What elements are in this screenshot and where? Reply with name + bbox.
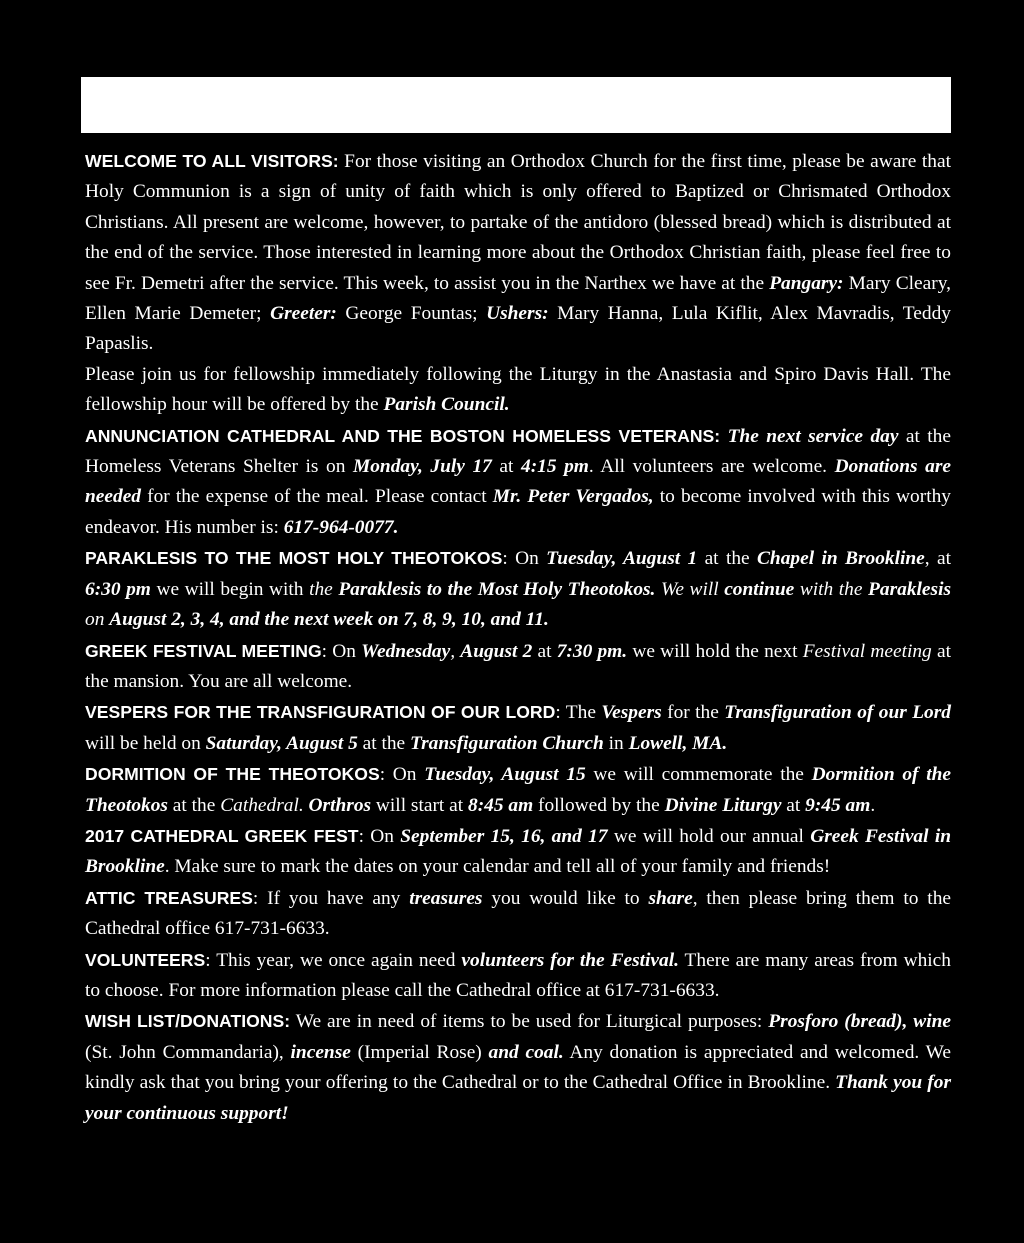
italic-text: Festival meeting xyxy=(802,640,932,662)
body-text: . All volunteers are welcome. xyxy=(588,456,835,478)
emphasis-text: incense xyxy=(290,1041,351,1063)
body-text: : This year, we once again need xyxy=(205,949,462,971)
emphasis-text: 7:30 pm. xyxy=(556,640,628,662)
announcement-heading: GREEK FESTIVAL MEETING xyxy=(85,640,322,661)
body-text: (St. John Commandaria), xyxy=(85,1041,291,1063)
announcement-heading: WELCOME TO ALL VISITORS: xyxy=(85,151,339,171)
body-text: in xyxy=(603,732,629,754)
emphasis-text: share xyxy=(648,887,693,909)
italic-text: the xyxy=(309,578,339,600)
emphasis-text: 9:45 am xyxy=(805,794,871,816)
body-text: Please join us for fellowship immediately following the Liturgy in the Anastasia and Spiro Davis Hall. The fellowship hour will be offered by the xyxy=(85,363,951,416)
body-text: , then please bring them to the Cathedral office 617-731-6633. xyxy=(85,887,951,940)
italic-text: with the xyxy=(794,578,869,600)
announcement-heading: VOLUNTEERS xyxy=(85,949,206,970)
body-text: at the Homeless Veterans Shelter is on xyxy=(85,425,951,478)
emphasis-text: Paraklesis xyxy=(868,578,951,600)
announcement-vespers xyxy=(85,697,951,759)
emphasis-text: Paraklesis to the Most Holy Theotokos. xyxy=(338,578,656,600)
announcement-heading: WISH LIST/DONATIONS: xyxy=(85,1011,291,1032)
emphasis-text: September 15, 16, and 17 xyxy=(400,825,608,847)
body-text: to become involved with this worthy endeavor. His number is: xyxy=(85,486,951,538)
body-text: for the xyxy=(661,702,725,724)
body-text: we will hold our annual xyxy=(607,825,811,847)
emphasis-text: The next service day xyxy=(727,425,899,447)
announcement-fellowship xyxy=(85,360,951,421)
emphasis-text: August 2, 3, 4, and the next week on 7, 8, 9, 10, and 11. xyxy=(109,609,549,631)
body-text: at xyxy=(491,456,521,478)
body-text: . Make sure to mark the dates on your calendar and tell all of your family and friends! xyxy=(164,856,831,878)
emphasis-text: Ushers: xyxy=(486,303,549,325)
emphasis-text: Greek Festival in Brookline xyxy=(85,825,951,878)
announcement-heading: ATTIC TREASURES xyxy=(85,887,253,908)
emphasis-text: Tuesday, August 1 xyxy=(546,548,698,570)
announcement-heading: PARAKLESIS TO THE MOST HOLY THEOTOKOS xyxy=(85,548,503,569)
emphasis-text: Tuesday, August 15 xyxy=(424,764,586,786)
emphasis-text: Dormition of the Theotokos xyxy=(85,764,951,816)
emphasis-text: Thank you for your continuous support! xyxy=(85,1072,951,1124)
announcement-festival-meeting xyxy=(85,636,951,698)
body-text: Mary Hanna, Lula Kiflit, Alex Mavradis, Teddy Papaslis. xyxy=(85,303,951,355)
body-text: (Imperial Rose) xyxy=(350,1041,489,1063)
body-text xyxy=(720,426,727,447)
body-text: , at xyxy=(924,548,951,570)
emphasis-text: Saturday, August 5 xyxy=(205,732,358,754)
body-text: at the xyxy=(167,794,221,816)
emphasis-text: Parish Council. xyxy=(383,394,510,416)
emphasis-text: Vespers xyxy=(601,702,662,724)
announcements xyxy=(85,146,951,1129)
italic-text: , xyxy=(450,640,461,662)
announcement-homeless-veterans xyxy=(85,421,951,544)
body-text: we will commemorate the xyxy=(585,764,812,786)
announcement-heading: VESPERS FOR THE TRANSFIGURATION OF OUR LORD xyxy=(85,702,556,723)
body-text: Mary Cleary, Ellen Marie Demeter; xyxy=(85,272,951,325)
body-text: you would like to xyxy=(482,887,649,909)
body-text: followed by the xyxy=(533,794,665,816)
announcement-heading: 2017 CATHEDRAL GREEK FEST xyxy=(85,825,359,846)
emphasis-text: Mr. Peter Vergados, xyxy=(492,486,654,508)
emphasis-text: 4:15 pm xyxy=(521,456,589,478)
emphasis-text: 617-964-0077. xyxy=(283,516,399,538)
emphasis-text: August 2 xyxy=(460,640,533,662)
emphasis-text: continue xyxy=(724,578,795,600)
body-text: : The xyxy=(555,702,602,724)
announcement-welcome xyxy=(85,146,951,360)
body-text: We are in need of items to be used for Liturgical purposes: xyxy=(290,1011,769,1033)
body-text: : On xyxy=(502,548,547,570)
body-text: . xyxy=(870,794,876,816)
emphasis-text: Lowell, MA. xyxy=(628,732,728,754)
body-text: : On xyxy=(358,825,401,847)
announcement-greek-fest xyxy=(85,821,951,883)
italic-text: on xyxy=(85,609,110,631)
emphasis-text: and coal. xyxy=(488,1041,564,1063)
emphasis-text: treasures xyxy=(409,887,483,909)
body-text: at xyxy=(532,640,557,662)
body-text: : On xyxy=(379,764,425,786)
emphasis-text: volunteers for the Festival. xyxy=(461,949,679,971)
announcement-heading: DORMITION OF THE THEOTOKOS xyxy=(85,764,380,785)
italic-text: Cathedral. xyxy=(220,794,304,816)
body-text: for the expense of the meal. Please contact xyxy=(141,486,493,508)
emphasis-text: Divine Liturgy xyxy=(664,794,782,816)
announcement-heading: ANNUNCIATION CATHEDRAL AND THE BOSTON HOMELESS VETERANS: xyxy=(85,425,721,446)
body-text: at xyxy=(781,794,806,816)
emphasis-text: Wednesday xyxy=(361,640,451,662)
emphasis-text: Orthros xyxy=(308,794,372,816)
emphasis-text: Transfiguration of our Lord xyxy=(724,702,951,724)
body-text: at the mansion. You are all welcome. xyxy=(85,640,951,692)
announcement-attic-treasures xyxy=(85,883,951,945)
emphasis-text: 6:30 pm xyxy=(85,578,151,600)
emphasis-text: Donations are needed xyxy=(85,456,952,508)
emphasis-text: Transfiguration Church xyxy=(410,732,604,754)
announcement-wish-list xyxy=(85,1006,951,1129)
body-text: will start at xyxy=(371,794,468,816)
emphasis-text: 8:45 am xyxy=(468,794,534,816)
body-text: George Fountas; xyxy=(336,303,487,325)
body-text: Any donation is appreciated and welcomed. We kindly ask that you bring your offering to the Cathedral or to the Cathedral Office in Brookline. xyxy=(85,1041,952,1094)
body-text: we will hold the next xyxy=(627,640,803,662)
announcement-dormition xyxy=(85,759,951,821)
body-text: at the xyxy=(357,732,410,754)
header-banner xyxy=(81,77,951,133)
emphasis-text: Prosforo (bread), wine xyxy=(768,1011,951,1033)
body-text: will be held on xyxy=(85,732,206,754)
announcement-volunteers xyxy=(85,945,951,1007)
body-text: For those visiting an Orthodox Church for the first time, please be aware that Holy Communion is a sign of unity of faith which is only offered to Baptized or Chrismated Orthodox Christians. All present are welcome, however, to partake of the antidoro (blessed bread) which is distributed at the end of the service. Those interested in learning more about the Orthodox Christian faith, please feel free to see Fr. Demetri after the service. This week, to assist you in the Narthex we have at the xyxy=(85,151,951,294)
emphasis-text: Greeter: xyxy=(270,303,337,325)
body-text: at the xyxy=(697,548,757,570)
emphasis-text: Pangary: xyxy=(769,272,844,294)
announcement-paraklesis xyxy=(85,543,951,635)
body-text: : On xyxy=(321,640,362,662)
emphasis-text: Monday, July 17 xyxy=(353,456,492,478)
emphasis-text: Chapel in Brookline xyxy=(757,548,925,570)
body-text: we will begin with xyxy=(150,578,310,600)
body-text: : If you have any xyxy=(252,887,410,909)
body-text: There are many areas from which to choose. For more information please call the Cathedral office at 617-731-6633. xyxy=(85,949,951,1001)
italic-text: We will xyxy=(655,578,725,600)
